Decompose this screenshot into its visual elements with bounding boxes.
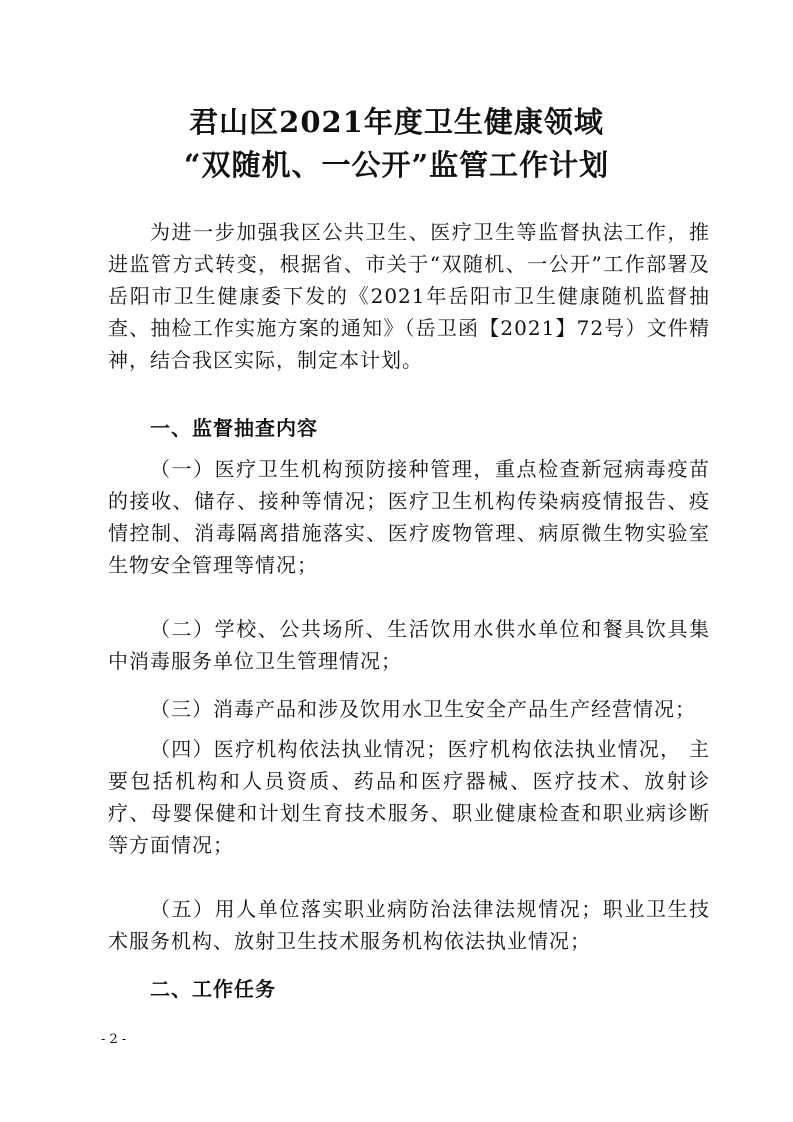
- section-1-item-1: （一）医疗卫生机构预防接种管理，重点检查新冠病毒疫苗的接收、储存、接种等情况；医疗卫生机构传染病疫情报告、疫情控制、消毒隔离措施落实、医疗废物管理、病原微生物实验室生物安全管理等情况；: [108, 457, 710, 577]
- section-1-item-3: （三）消毒产品和涉及饮用水卫生安全产品生产经营情况；: [150, 697, 696, 721]
- page-number: - 2 -: [101, 1032, 127, 1047]
- section-1-item-2: （二）学校、公共场所、生活饮用水供水单位和餐具饮具集中消毒服务单位卫生管理情况；: [108, 617, 710, 673]
- section-2-heading: 二、工作任务: [150, 977, 276, 1001]
- document-title-line-1: 君山区2021年度卫生健康领域: [189, 105, 604, 139]
- section-1-item-4: （四）医疗机构依法执业情况；医疗机构依法执业情况， 主要包括机构和人员资质、药品和医疗器械、医疗技术、放射诊疗、母婴保健和计划生育技术服务、职业健康检查和职业病诊断等方面情况；: [108, 737, 710, 857]
- section-1-heading: 一、监督抽查内容: [150, 416, 318, 440]
- document-title-line-2: “双随机、一公开”监管工作计划: [183, 148, 610, 182]
- intro-paragraph: 为进一步加强我区公共卫生、医疗卫生等监督执法工作，推进监管方式转变，根据省、市关于“双随机、一公开”工作部署及岳阳市卫生健康委下发的《2021年岳阳市卫生健康随机监督抽查、抽检工作实施方案的通知》（岳卫函【2021】72号）文件精神，结合我区实际，制定本计划。: [108, 220, 710, 372]
- section-1-item-5: （五）用人单位落实职业病防治法律法规情况；职业卫生技术服务机构、放射卫生技术服务机构依法执业情况；: [108, 897, 710, 953]
